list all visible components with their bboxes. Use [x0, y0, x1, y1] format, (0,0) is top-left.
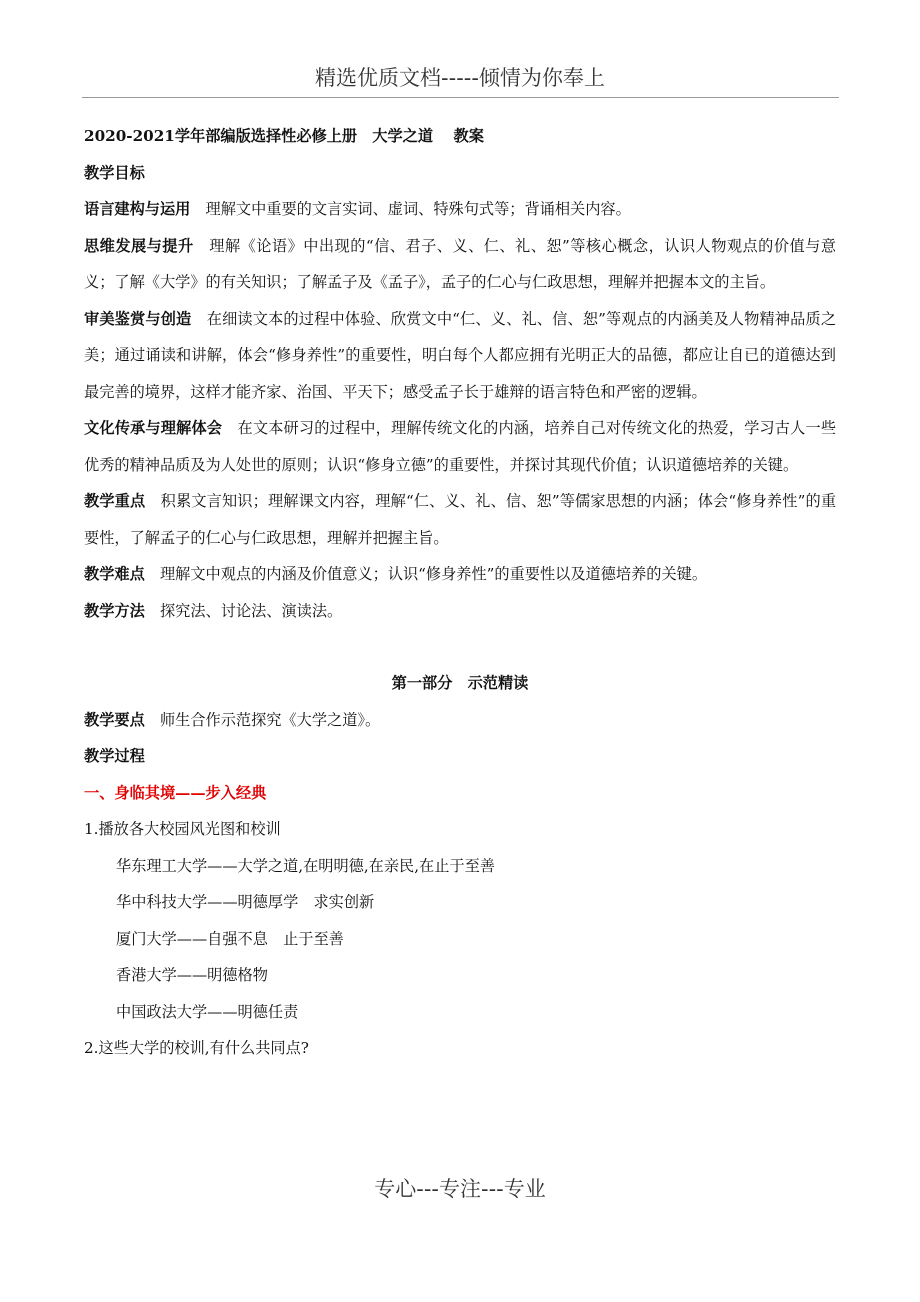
- page-header: 精选优质文档-----倾情为你奉上: [315, 66, 605, 90]
- methods-label: 教学方法: [84, 601, 145, 620]
- key-points-text: 积累文言知识；理解课文内容，理解“仁、义、礼、信、恕”等儒家思想的内涵；体会“修身养性”的重要性，了解孟子的仁心与仁政思想，理解并把握主旨。: [84, 492, 837, 547]
- objectives-heading: 教学目标: [84, 163, 145, 182]
- section-title: 第一部分 示范精读: [391, 674, 529, 692]
- teaching-essentials: [84, 702, 836, 739]
- objective-label: 语言建构与运用: [84, 200, 191, 218]
- motto-item: 厦门大学——自强不息 止于至善: [116, 929, 344, 948]
- objective-label: 文化传承与理解体会: [84, 419, 223, 437]
- list-item: 2.这些大学的校训,有什么共同点?: [84, 1039, 309, 1057]
- document-body: [84, 118, 836, 1067]
- page-footer: 专心---专注---专业: [374, 1177, 546, 1201]
- document-title: 2020-2021学年部编版选择性必修上册 大学之道 教案: [84, 127, 484, 145]
- objective-label: 审美鉴赏与创造: [84, 309, 192, 328]
- objective-text: 理解文中重要的文言实词、虚词、特殊句式等；背诵相关内容。: [190, 200, 631, 218]
- objective-language: [84, 191, 836, 228]
- motto-item: 中国政法大学——明德任责: [116, 1002, 299, 1021]
- motto-item: 华东理工大学——大学之道,在明明德,在亲民,在止于至善: [116, 856, 495, 875]
- difficulties: [84, 556, 836, 593]
- methods: [84, 593, 836, 630]
- motto-item: 华中科技大学——明德厚学 求实创新: [116, 893, 375, 911]
- motto-item: 香港大学——明德格物: [116, 966, 268, 984]
- step-title: 一、身临其境——步入经典: [84, 783, 267, 802]
- key-points-label: 教学重点: [84, 492, 146, 510]
- difficulties-label: 教学难点: [84, 565, 145, 583]
- header-divider: [82, 97, 839, 98]
- objective-thinking: [84, 228, 836, 301]
- objective-aesthetics: [84, 301, 836, 411]
- essentials-label: 教学要点: [84, 710, 145, 729]
- difficulties-text: 理解文中观点的内涵及价值意义；认识“修身养性”的重要性以及道德培养的关键。: [144, 565, 708, 583]
- process-heading: 教学过程: [84, 747, 145, 765]
- objective-text: 理解《论语》中出现的“信、君子、义、仁、礼、恕”等核心概念，认识人物观点的价值与意义；了解《大学》的有关知识；了解孟子及《孟子》，孟子的仁心与仁政思想，理解并把握本文的主旨。: [84, 236, 837, 291]
- methods-text: 探究法、讨论法、演读法。: [144, 601, 343, 620]
- list-item: 1.播放各大校园风光图和校训: [84, 820, 281, 838]
- objective-label: 思维发展与提升: [84, 236, 194, 255]
- essentials-text: 师生合作示范探究《大学之道》。: [144, 710, 381, 729]
- objective-text: 在细读文本的过程中体验、欣赏文中“仁、义、礼、信、恕”等观点的内涵美及人物精神品质之美；通过诵读和讲解，体会“修身养性”的重要性，明白每个人都应拥有光明正大的品德，都应让自已的道德达到最完善的境界，这样才能齐家、治国、平天下；感受孟子长于雄辩的语言特色和严密的逻辑。: [84, 309, 837, 401]
- objective-culture: [84, 410, 836, 483]
- key-points: [84, 483, 836, 556]
- objective-text: 在文本研习的过程中，理解传统文化的内涵，培养自己对传统文化的热爱，学习古人一些优秀的精神品质及为人处世的原则；认识“修身立德”的重要性，并探讨其现代价值；认识道德培养的关键。: [84, 419, 837, 474]
